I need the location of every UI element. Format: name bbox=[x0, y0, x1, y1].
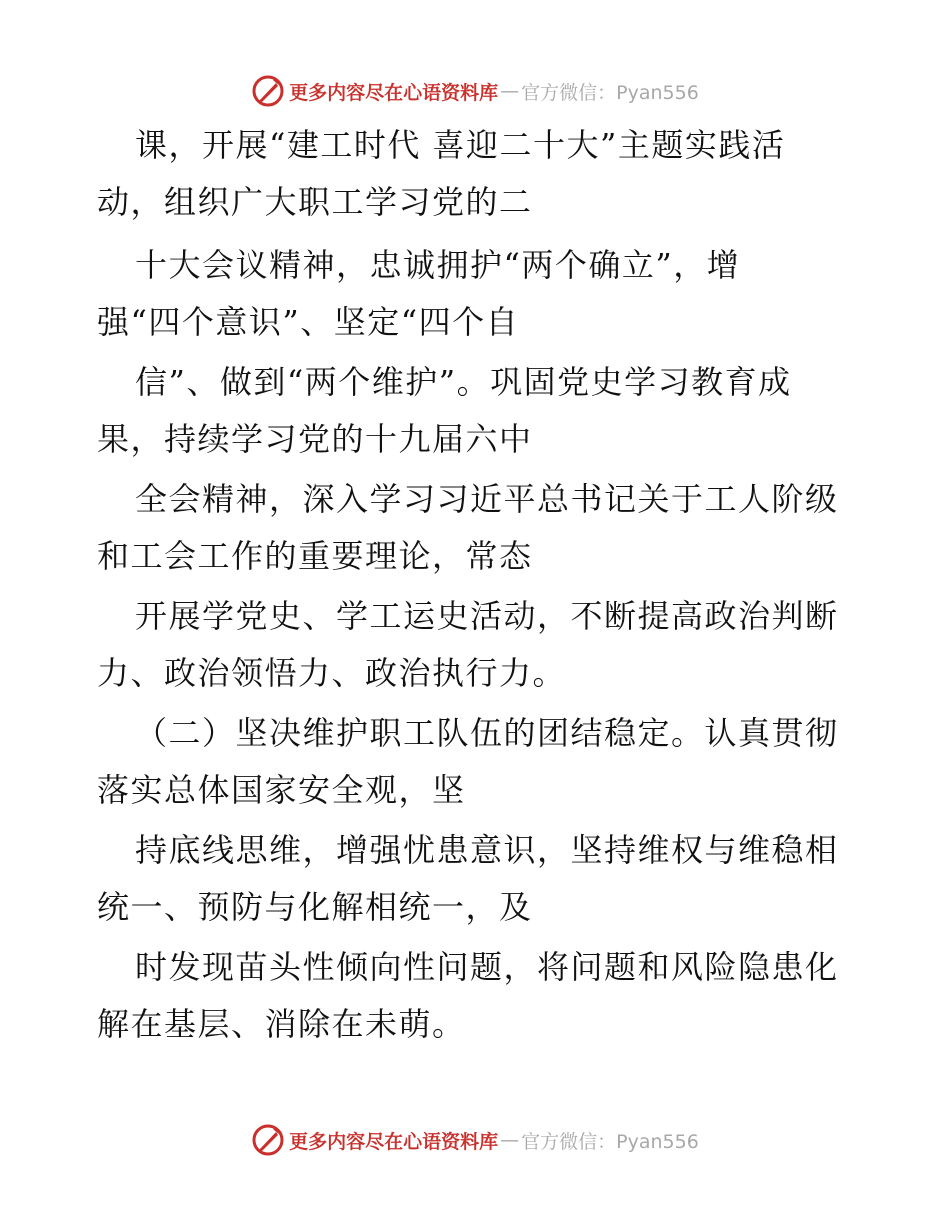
header-watermark bbox=[0, 71, 950, 111]
text-line: 时发现苗头性倾向性问题，将问题和风险隐患化 bbox=[135, 948, 839, 986]
text-line: 和工会工作的重要理论，常态 bbox=[97, 537, 533, 575]
text-line: 落实总体国家安全观，坚 bbox=[97, 771, 466, 809]
text-line: 力、政治领悟力、政治执行力。 bbox=[97, 654, 567, 692]
text-line: 统一、预防与化解相统一，及 bbox=[97, 888, 533, 926]
text-line: 动，组织广大职工学习党的二 bbox=[97, 183, 533, 221]
watermark-main-text: 更多内容尽在心语资料库 bbox=[289, 1130, 499, 1153]
watermark-wechat-text: 官方微信：Pyan556 bbox=[521, 81, 699, 104]
text-line: 十大会议精神，忠诚拥护“两个确立”，增 bbox=[135, 246, 741, 284]
text-line: 持底线思维，增强忧患意识，坚持维权与维稳相 bbox=[135, 831, 839, 869]
text-line: 课，开展“建工时代 喜迎二十大”主题实践活 bbox=[135, 126, 786, 164]
text-line: 解在基层、消除在未萌。 bbox=[97, 1005, 466, 1043]
quill-logo-icon bbox=[251, 1123, 285, 1157]
watermark-dash: — bbox=[500, 1129, 520, 1151]
watermark-main-text: 更多内容尽在心语资料库 bbox=[289, 81, 499, 104]
text-line: 开展学党史、学工运史活动，不断提高政治判断 bbox=[135, 597, 839, 635]
text-line: （二）坚决维护职工队伍的团结稳定。认真贯彻 bbox=[135, 714, 839, 752]
text-line: 全会精神，深入学习习近平总书记关于工人阶级 bbox=[135, 480, 839, 518]
footer-watermark bbox=[0, 1120, 950, 1160]
text-line: 信”、做到“两个维护”。巩固党史学习教育成 bbox=[135, 363, 792, 401]
text-line: 强“四个意识”、坚定“四个自 bbox=[97, 303, 520, 341]
text-line: 果，持续学习党的十九届六中 bbox=[97, 420, 533, 458]
quill-logo-icon bbox=[251, 74, 285, 108]
watermark-dash: — bbox=[500, 80, 520, 102]
watermark-wechat-text: 官方微信：Pyan556 bbox=[521, 1130, 699, 1153]
